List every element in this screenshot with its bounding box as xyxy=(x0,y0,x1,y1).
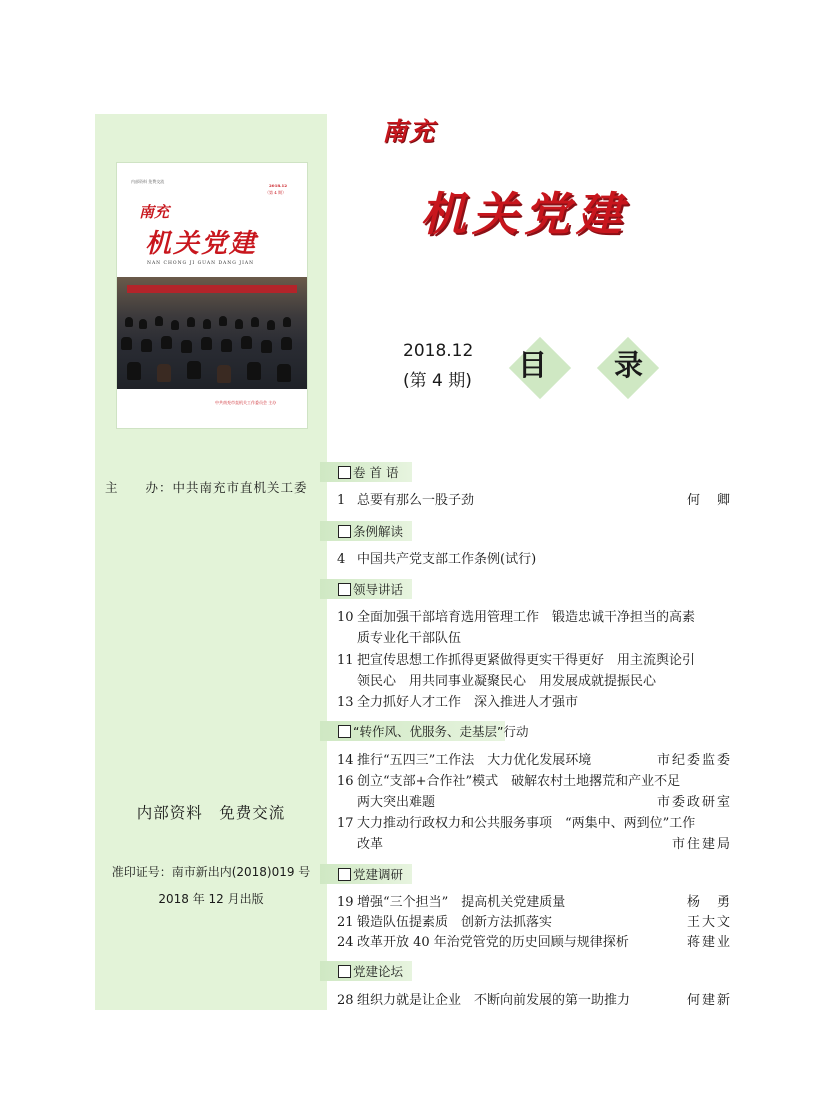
page-number: 24 xyxy=(337,935,354,950)
internal-notice: 内部资料 免费交流 xyxy=(136,804,286,822)
page-number: 16 xyxy=(337,774,354,789)
entry-title: 锻造队伍提素质 创新方法抓落实 xyxy=(357,915,553,930)
entry-title: 创立“支部+合作社”模式 破解农村土地撂荒和产业不足 xyxy=(357,774,681,789)
section-header: 卷 首 语 xyxy=(320,462,412,482)
page-number: 13 xyxy=(337,695,354,710)
page-number: 4 xyxy=(337,552,346,567)
entry-title: 总要有那么一股子劲 xyxy=(357,493,475,508)
entry-title-continued: 质专业化干部队伍 xyxy=(357,631,462,646)
cover-photo xyxy=(117,277,307,389)
entry-title: 改革开放 40 年治党管党的历史回顾与规律探析 xyxy=(357,935,629,950)
cover-top-text: 内部资料 免费交流 xyxy=(131,179,165,184)
section-header: 党建调研 xyxy=(320,864,412,884)
issue-date: 2018.12 xyxy=(403,341,474,361)
cover-issue-no: （第 4 期） xyxy=(265,190,287,195)
page-number: 19 xyxy=(337,895,354,910)
entry-title: 把宣传思想工作抓得更紧做得更实干得更好 用主流舆论引 xyxy=(357,653,696,668)
checkbox-square-icon xyxy=(338,868,351,881)
brand-small-title: 南充 xyxy=(382,117,437,146)
page-number: 1 xyxy=(337,493,346,508)
cover-banner xyxy=(127,285,297,293)
entry-title: 组织力就是让企业 不断向前发展的第一助推力 xyxy=(357,993,631,1008)
checkbox-square-icon xyxy=(338,965,351,978)
entry-title: 中国共产党支部工作条例(试行) xyxy=(357,552,537,567)
issue-number: (第 4 期) xyxy=(403,371,472,391)
cover-brand-big: 机关党建 xyxy=(145,229,258,259)
page-number: 11 xyxy=(337,653,354,668)
cover-brand-small: 南充 xyxy=(139,203,170,221)
checkbox-square-icon xyxy=(338,466,351,479)
entry-author: 何建新 xyxy=(686,993,732,1008)
entry-author: 市委政研室 xyxy=(656,795,732,810)
entry-author: 市住建局 xyxy=(671,837,732,852)
section-header: “转作风、优服务、走基层”行动 xyxy=(320,721,505,741)
entry-author: 蒋建业 xyxy=(686,935,732,950)
entry-title: 全面加强干部培育选用管理工作 锻造忠诚干净担当的高素 xyxy=(357,610,696,625)
entry-author: 杨 勇 xyxy=(686,895,732,910)
section-header: 领导讲话 xyxy=(320,579,412,599)
entry-author: 市纪委监委 xyxy=(656,753,732,768)
section-header: 党建论坛 xyxy=(320,961,412,981)
cover-crowd xyxy=(117,307,307,389)
cover-issue-date: 2018.12 xyxy=(269,183,288,188)
entry-title: 推行“五四三”工作法 大力优化发展环境 xyxy=(357,753,592,768)
toc-title-char-1: 目 xyxy=(518,348,548,382)
permit-number: 准印证号：南市新出内(2018)019 号 xyxy=(111,865,311,879)
entry-title: 增强“三个担当” 提高机关党建质量 xyxy=(357,895,566,910)
checkbox-square-icon xyxy=(338,725,351,738)
page-number: 17 xyxy=(337,816,354,831)
entry-author: 何 卿 xyxy=(686,493,732,508)
cover-footer: 中共南充市直机关工作委员会 主办 xyxy=(215,400,277,405)
entry-author: 王大文 xyxy=(686,915,732,930)
page-number: 14 xyxy=(337,753,354,768)
brand-big-title: 机关党建 xyxy=(420,187,628,241)
entry-title: 大力推动行政权力和公共服务事项 “两集中、两到位”工作 xyxy=(357,816,696,831)
entry-title-continued: 改革 xyxy=(357,837,384,852)
checkbox-square-icon xyxy=(338,525,351,538)
entry-title-continued: 领民心 用共同事业凝聚民心 用发展成就提振民心 xyxy=(357,674,657,689)
publication-date: 2018 年 12 月出版 xyxy=(158,892,264,906)
cover-image xyxy=(117,163,307,428)
toc-title-char-2: 录 xyxy=(614,348,644,382)
page-number: 28 xyxy=(337,993,354,1008)
section-header: 条例解读 xyxy=(320,521,412,541)
page-number: 21 xyxy=(337,915,354,930)
sponsor-text: 主 办：中共南充市直机关工委 xyxy=(105,480,308,495)
page-number: 10 xyxy=(337,610,354,625)
entry-title-continued: 两大突出难题 xyxy=(357,795,436,810)
cover-pinyin: NAN CHONG JI GUAN DANG JIAN xyxy=(147,261,255,266)
entry-title: 全力抓好人才工作 深入推进人才强市 xyxy=(357,695,579,710)
checkbox-square-icon xyxy=(338,583,351,596)
